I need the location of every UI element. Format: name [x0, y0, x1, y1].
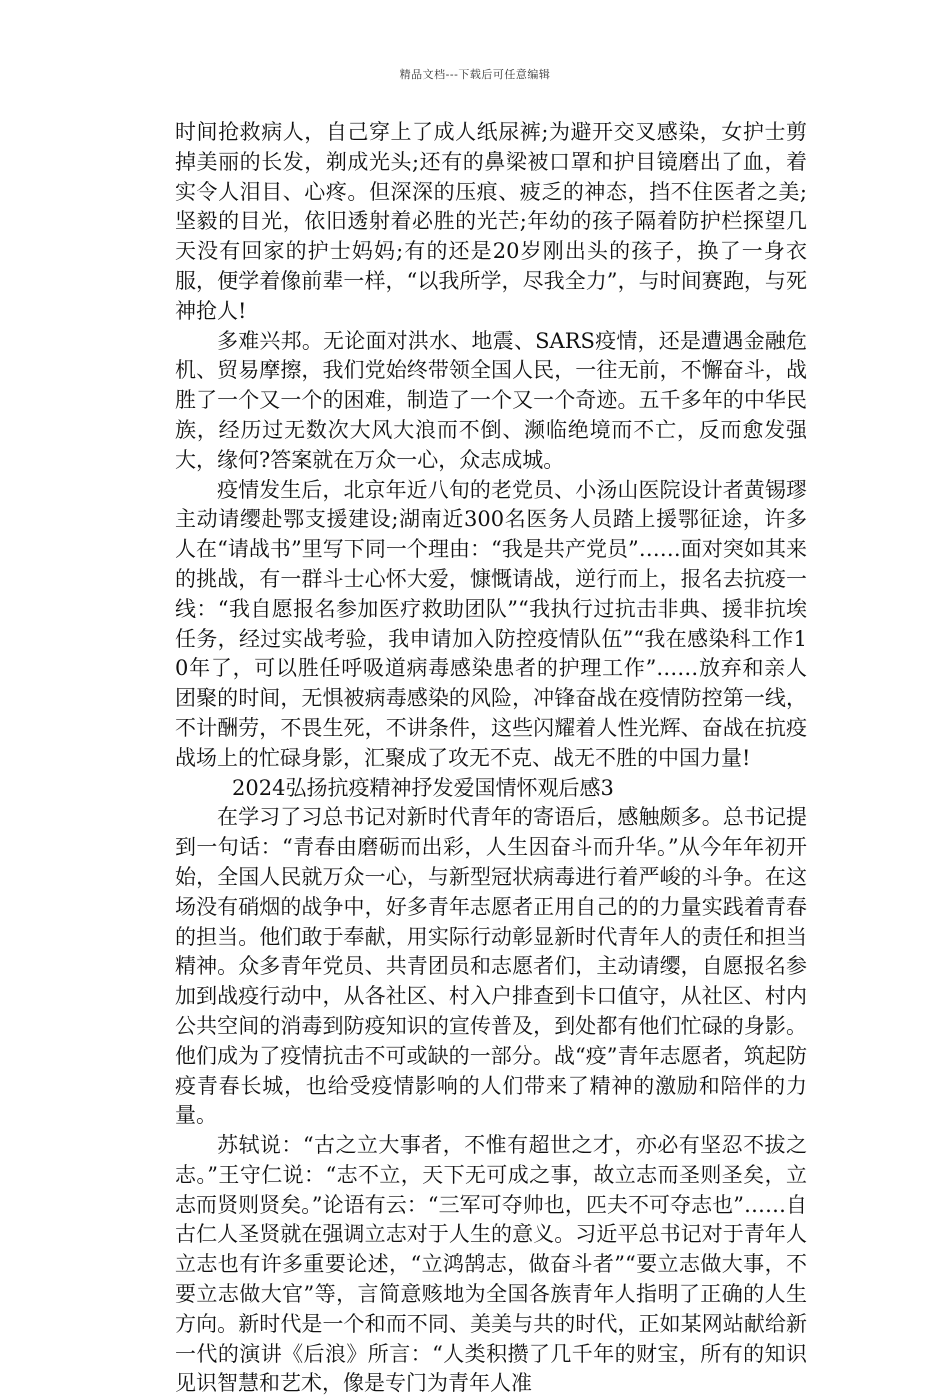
paragraph-epidemic-volunteers: 疫情发生后，北京年近八旬的老党员、小汤山医院设计者黄锡璆主动请缨赴鄂支援建设;湖南近300名医务人员踏上援鄂征途，许多人在“请战书”里写下同一个理由：“我是共产党员”……面对突如其来的挑战，有一群斗士心怀大爱，慷慨请战，逆行而上，报名去抗疫一线：“我自愿报名参加医疗救助团队”“我执行过抗击非典、援非抗埃任务，经过实战考验，我申请加入防控疫情队伍”“我在感染科工作10年了，可以胜任呼吸道病毒感染患者的护理工作”……放弃和亲人团聚的时间，无惧被病毒感染的风险，冲锋奋战在疫情防控第一线，不计酬劳，不畏生死，不讲条件，这些闪耀着人性光辉、奋战在抗疫战场上的忙碌身影，汇聚成了攻无不克、战无不胜的中国力量! [175, 477, 807, 770]
paragraph-duonan-xingbang: 多难兴邦。无论面对洪水、地震、SARS疫情，还是遭遇金融危机、贸易摩擦，我们党始终带领全国人民，一往无前，不懈奋斗，战胜了一个又一个的困难，制造了一个又一个奇迹。五千多年的中华民族，经历过无数次大风大浪而不倒、濒临绝境而不亡，反而愈发强大，缘何?答案就在万众一心，众志成城。 [175, 328, 807, 472]
section-title: 2024弘扬抗疫精神抒发爱国情怀观后感3 [232, 775, 614, 800]
paragraph-su-shi-quote: 苏轼说：“古之立大事者，不惟有超世之才，亦必有坚忍不拔之志。”王守仁说：“志不立，天下无可成之事，故立志而圣则圣矣，立志而贤则贤矣。”论语有云：“三军可夺帅也，匹夫不可夺志也”……自古仁人圣贤就在强调立志对于人生的意义。习近平总书记对于青年人立志也有许多重要论述，“立鸿鹄志，做奋斗者”“要立志做大事，不要立志做大官”等，言简意赅地为全国各族青年人指明了正确的人生方向。新时代是一个和而不同、美美与共的时代，正如某网站献给新一代的演讲《后浪》所言：“人类积攒了几千年的财宝，所有的知识见识智慧和艺术，像是专门为青年人准 [175, 1133, 807, 1396]
document-body [175, 118, 807, 1399]
paragraph-continued: 时间抢救病人，自己穿上了成人纸尿裤;为避开交叉感染，女护士剪掉美丽的长发，剃成光头;还有的鼻梁被口罩和护目镜磨出了血，着实令人泪目、心疼。但深深的压痕、疲乏的神态，挡不住医者之美;坚毅的目光，依旧透射着必胜的光芒;年幼的孩子隔着防护栏探望几天没有回家的护士妈妈;有的还是20岁刚出头的孩子，换了一身衣服，便学着像前辈一样，“以我所学，尽我全力”，与时间赛跑，与死神抢人! [175, 120, 807, 323]
paragraph-youth-message: 在学习了习总书记对新时代青年的寄语后，感触颇多。总书记提到一句话：“青春由磨砺而出彩，人生因奋斗而升华。”从今年年初开始，全国人民就万众一心，与新型冠状病毒进行着严峻的斗争。在这场没有硝烟的战争中，好多青年志愿者正用自己的的力量实践着青春的担当。他们敢于奉献，用实际行动彰显新时代青年人的责任和担当精神。众多青年党员、共青团员和志愿者们，主动请缨，自愿报名参加到战疫行动中，从各社区、村入户排查到卡口值守，从社区、村内公共空间的消毒到防疫知识的宣传普及，到处都有他们忙碌的身影。他们成为了疫情抗击不可或缺的一部分。战“疫”青年志愿者，筑起防疫青春长城，也给受疫情影响的人们带来了精神的激励和陪伴的力量。 [175, 805, 807, 1128]
page-header: 精品文档---下载后可任意编辑 [399, 68, 551, 81]
